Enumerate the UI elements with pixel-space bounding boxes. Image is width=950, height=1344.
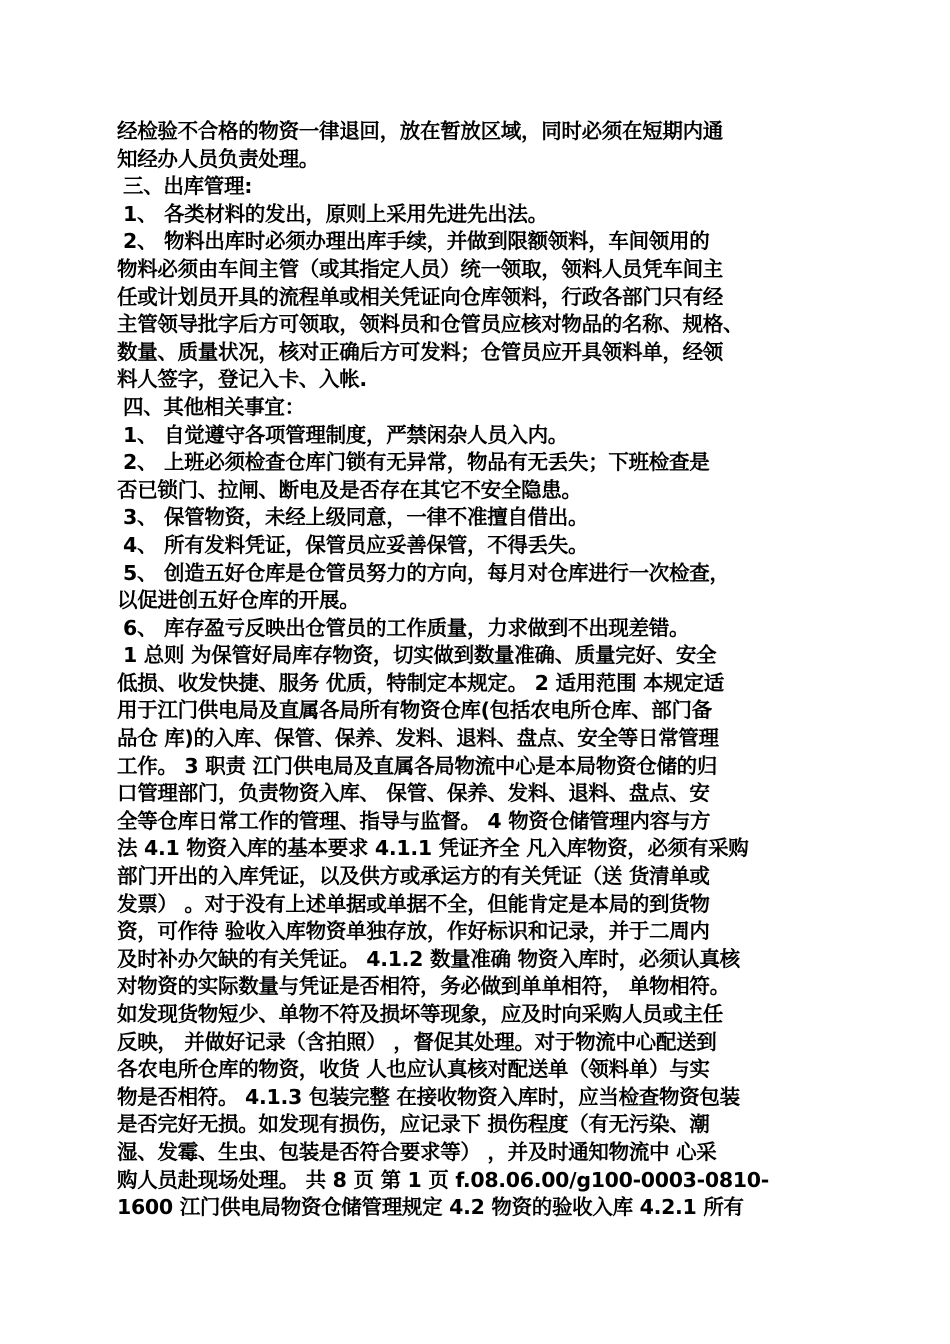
text-line: 否已锁门、拉闸、断电及是否存在其它不安全隐患。	[117, 477, 582, 502]
text-line: 反映， 并做好记录（含拍照） ，督促其处理。对于物流中心配送到	[117, 1029, 717, 1054]
text-line: 主管领导批字后方可领取，领料员和仓管员应核对物品的名称、规格、	[117, 312, 744, 337]
text-line: 2、 物料出库时必须办理出库手续，并做到限额领料，车间领用的	[123, 229, 710, 254]
text-line: 用于江门供电局及直属各局所有物资仓库(包括农电所仓库、部门备	[117, 698, 712, 723]
text-line: 3、 保管物资，未经上级同意，一律不准擅自借出。	[123, 505, 589, 530]
text-line: 以促进创五好仓库的开展。	[117, 588, 360, 613]
text-line: 发票） 。对于没有上述单据或单据不全，但能肯定是本局的到货物	[117, 891, 710, 916]
text-line: 全等仓库日常工作的管理、指导与监督。 4 物资仓储管理内容与方	[117, 808, 711, 833]
text-line: 各农电所仓库的物资，收货 人也应认真核对配送单（领料单）与实	[117, 1057, 710, 1082]
text-line: 法 4.1 物资入库的基本要求 4.1.1 凭证齐全 凡入库物资，必须有采购	[117, 836, 749, 861]
text-line: 经检验不合格的物资一律退回，放在暂放区域，同时必须在短期内通	[117, 119, 723, 143]
text-line: 是否完好无损。如发现有损伤，应记录下 损伤程度（有无污染、潮	[117, 1112, 710, 1137]
text-line: 低损、收发快捷、服务 优质，特制定本规定。 2 适用范围 本规定适	[117, 670, 724, 695]
text-line: 工作。 3 职责 江门供电局及直属各局物流中心是本局物资仓储的归	[117, 753, 718, 778]
text-line: 物料必须由车间主管（或其指定人员）统一领取，领料人员凭车间主	[117, 256, 723, 281]
text-line: 如发现货物短少、单物不符及损坏等现象，应及时向采购人员或主任	[117, 1002, 723, 1026]
text-line: 口管理部门，负责物资入库、 保管、保养、发料、退料、盘点、安	[117, 781, 710, 806]
text-line: 三、出库管理:	[123, 174, 253, 199]
text-line: 及时补办欠缺的有关凭证。 4.1.2 数量准确 物资入库时，必须认真核	[117, 946, 740, 971]
text-line: 湿、发霉、生虫、包装是否符合要求等） ，并及时通知物流中 心采	[117, 1139, 717, 1164]
text-line: 资，可作待 验收入库物资单独存放，作好标识和记录，并于二周内	[117, 919, 710, 944]
text-line: 1600 江门供电局物资仓储管理规定 4.2 物资的验收入库 4.2.1 所有	[117, 1195, 744, 1220]
text-line: 品仓 库)的入库、保管、保养、发料、退料、盘点、安全等日常管理	[117, 726, 719, 751]
text-line: 5、 创造五好仓库是仓管员努力的方向，每月对仓库进行一次检查，	[123, 560, 730, 585]
text-line: 四、其他相关事宜：	[123, 394, 305, 419]
text-line: 2、 上班必须检查仓库门锁有无异常，物品有无丢失；下班检查是	[123, 450, 710, 475]
text-line: 知经办人员负责处理。	[117, 146, 319, 171]
text-line: 部门开出的入库凭证，以及供方或承运方的有关凭证（送 货清单或	[117, 864, 710, 889]
text-line: 1 总则 为保管好局库存物资，切实做到数量准确、质量完好、安全	[123, 643, 717, 668]
text-line: 数量、质量状况，核对正确后方可发料；仓管员应开具领料单，经领	[117, 339, 723, 364]
text-line: 任或计划员开具的流程单或相关凭证向仓库领料，行政各部门只有经	[117, 284, 723, 309]
text-line: 物是否相符。 4.1.3 包装完整 在接收物资入库时，应当检查物资包装	[117, 1084, 740, 1109]
text-line: 1、 各类材料的发出，原则上采用先进先出法。	[123, 201, 548, 226]
document-body	[117, 118, 837, 1222]
text-line: 购人员赴现场处理。 共 8 页 第 1 页 f.08.06.00/g100-0003-0810-	[117, 1167, 769, 1192]
text-line: 4、 所有发料凭证，保管员应妥善保管，不得丢失。	[123, 532, 589, 557]
text-line: 6、 库存盈亏反映出仓管员的工作质量，力求做到不出现差错。	[123, 615, 690, 640]
text-line: 料人签字，登记入卡、入帐.	[117, 367, 367, 392]
text-line: 1、 自觉遵守各项管理制度，严禁闲杂人员入内。	[123, 422, 568, 447]
text-line: 对物资的实际数量与凭证是否相符，务必做到单单相符， 单物相符。	[117, 974, 730, 999]
